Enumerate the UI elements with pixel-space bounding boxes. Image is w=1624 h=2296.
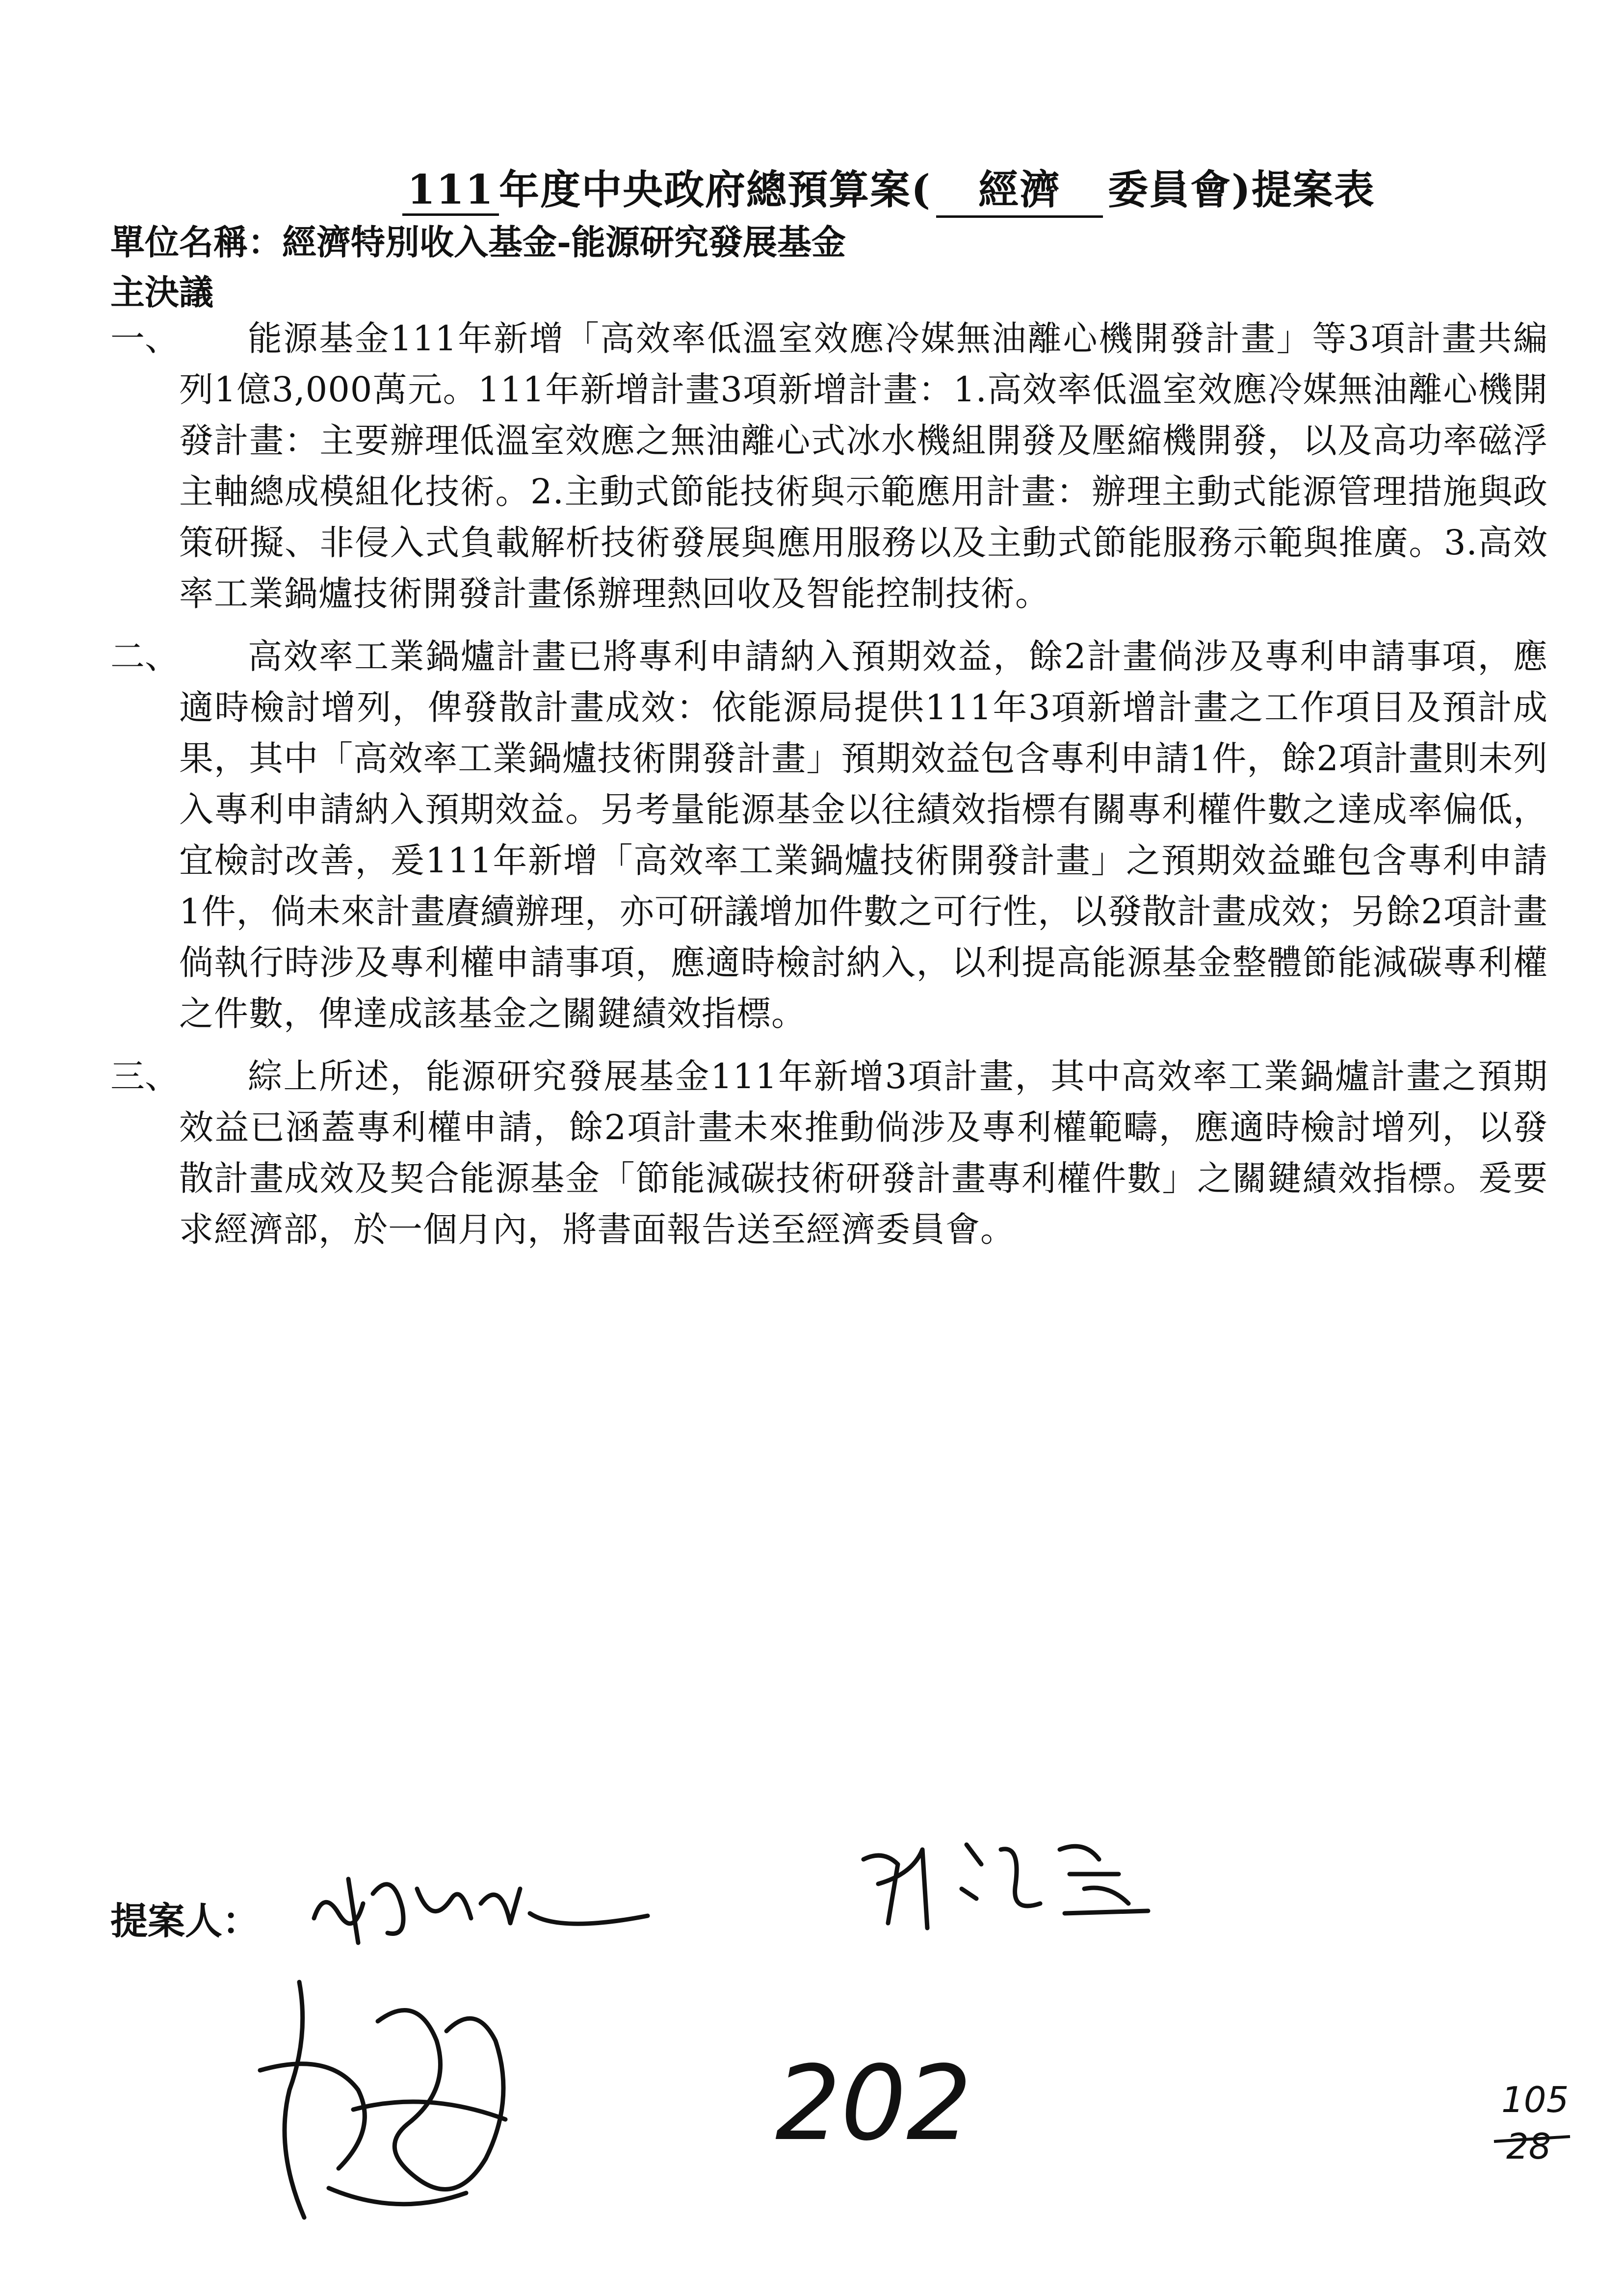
signature-3 [231, 1962, 545, 2237]
signature-2 [854, 1830, 1168, 1938]
title-year: 111 [402, 166, 499, 216]
corner-mark-bottom: 28 [1506, 2126, 1551, 2167]
resolution-label: 主決議 [110, 272, 213, 313]
item-text: 能源基金111年新增「高效率低溫室效應冷媒無油離心機開發計畫」等3項計畫共編列1億3,000萬元。111年新增計畫3項新增計畫：1.高效率低溫室效應冷媒無油離心機開發計畫：主要辦理低溫室效應之無油離心式冰水機組開發及壓縮機開發，以及高功率磁浮主軸總成模組化技術。2.主動式節能技術與示範應用計畫：辦理主動式能源管理措施與政策研擬、非侵入式負載解析技術發展與應用服務以及主動式節能服務示範與推廣。3.高效率工業鍋爐技術開發計畫係辦理熱回收及智能控制技術。 [179, 318, 1548, 614]
proposer-label: 提案人： [110, 1899, 260, 1943]
title-end: 委員會)提案表 [1107, 166, 1375, 213]
corner-marks [1487, 2073, 1604, 2171]
title-committee: 經濟 [936, 158, 1103, 218]
resolution-items [110, 313, 1548, 1267]
item-number: 二、 [110, 636, 179, 677]
resolution-item-1 [110, 313, 1548, 619]
resolution-item-3 [110, 1051, 1548, 1255]
corner-mark-top: 105 [1501, 2079, 1569, 2120]
page-number-text: 202 [775, 2043, 972, 2159]
page-title [402, 158, 1433, 218]
title-middle: 年度中央政府總預算案( [499, 166, 931, 213]
item-number: 三、 [110, 1056, 179, 1096]
resolution-item-2 [110, 631, 1548, 1039]
item-text: 綜上所述，能源研究發展基金111年新增3項計畫，其中高效率工業鍋爐計畫之預期效益已涵蓋專利權申請，餘2項計畫未來推動倘涉及專利權範疇，應適時檢討增列，以發散計畫成效及契合能源基金「節能減碳技術研發計畫專利權件數」之關鍵績效指標。爰要求經濟部，於一個月內，將書面報告送至經濟委員會。 [179, 1056, 1548, 1250]
item-number: 一、 [110, 318, 179, 359]
signature-1 [304, 1859, 657, 1957]
unit-name-line: 單位名稱：經濟特別收入基金-能源研究發展基金 [110, 222, 846, 262]
page-number [765, 2041, 981, 2159]
item-text: 高效率工業鍋爐計畫已將專利申請納入預期效益，餘2計畫倘涉及專利申請事項，應適時檢討增列，俾發散計畫成效：依能源局提供111年3項新增計畫之工作項目及預計成果，其中「高效率工業鍋爐技術開發計畫」預期效益包含專利申請1件，餘2項計畫則未列入專利申請納入預期效益。另考量能源基金以往績效指標有關專利權件數之達成率偏低，宜檢討改善，爰111年新增「高效率工業鍋爐技術開發計畫」之預期效益雖包含專利申請1件，倘未來計畫賡續辦理，亦可研議增加件數之可行性，以發散計畫成效；另餘2項計畫倘執行時涉及專利權申請事項，應適時檢討納入，以利提高能源基金整體節能減碳專利權之件數，俾達成該基金之關鍵績效指標。 [179, 636, 1548, 1034]
